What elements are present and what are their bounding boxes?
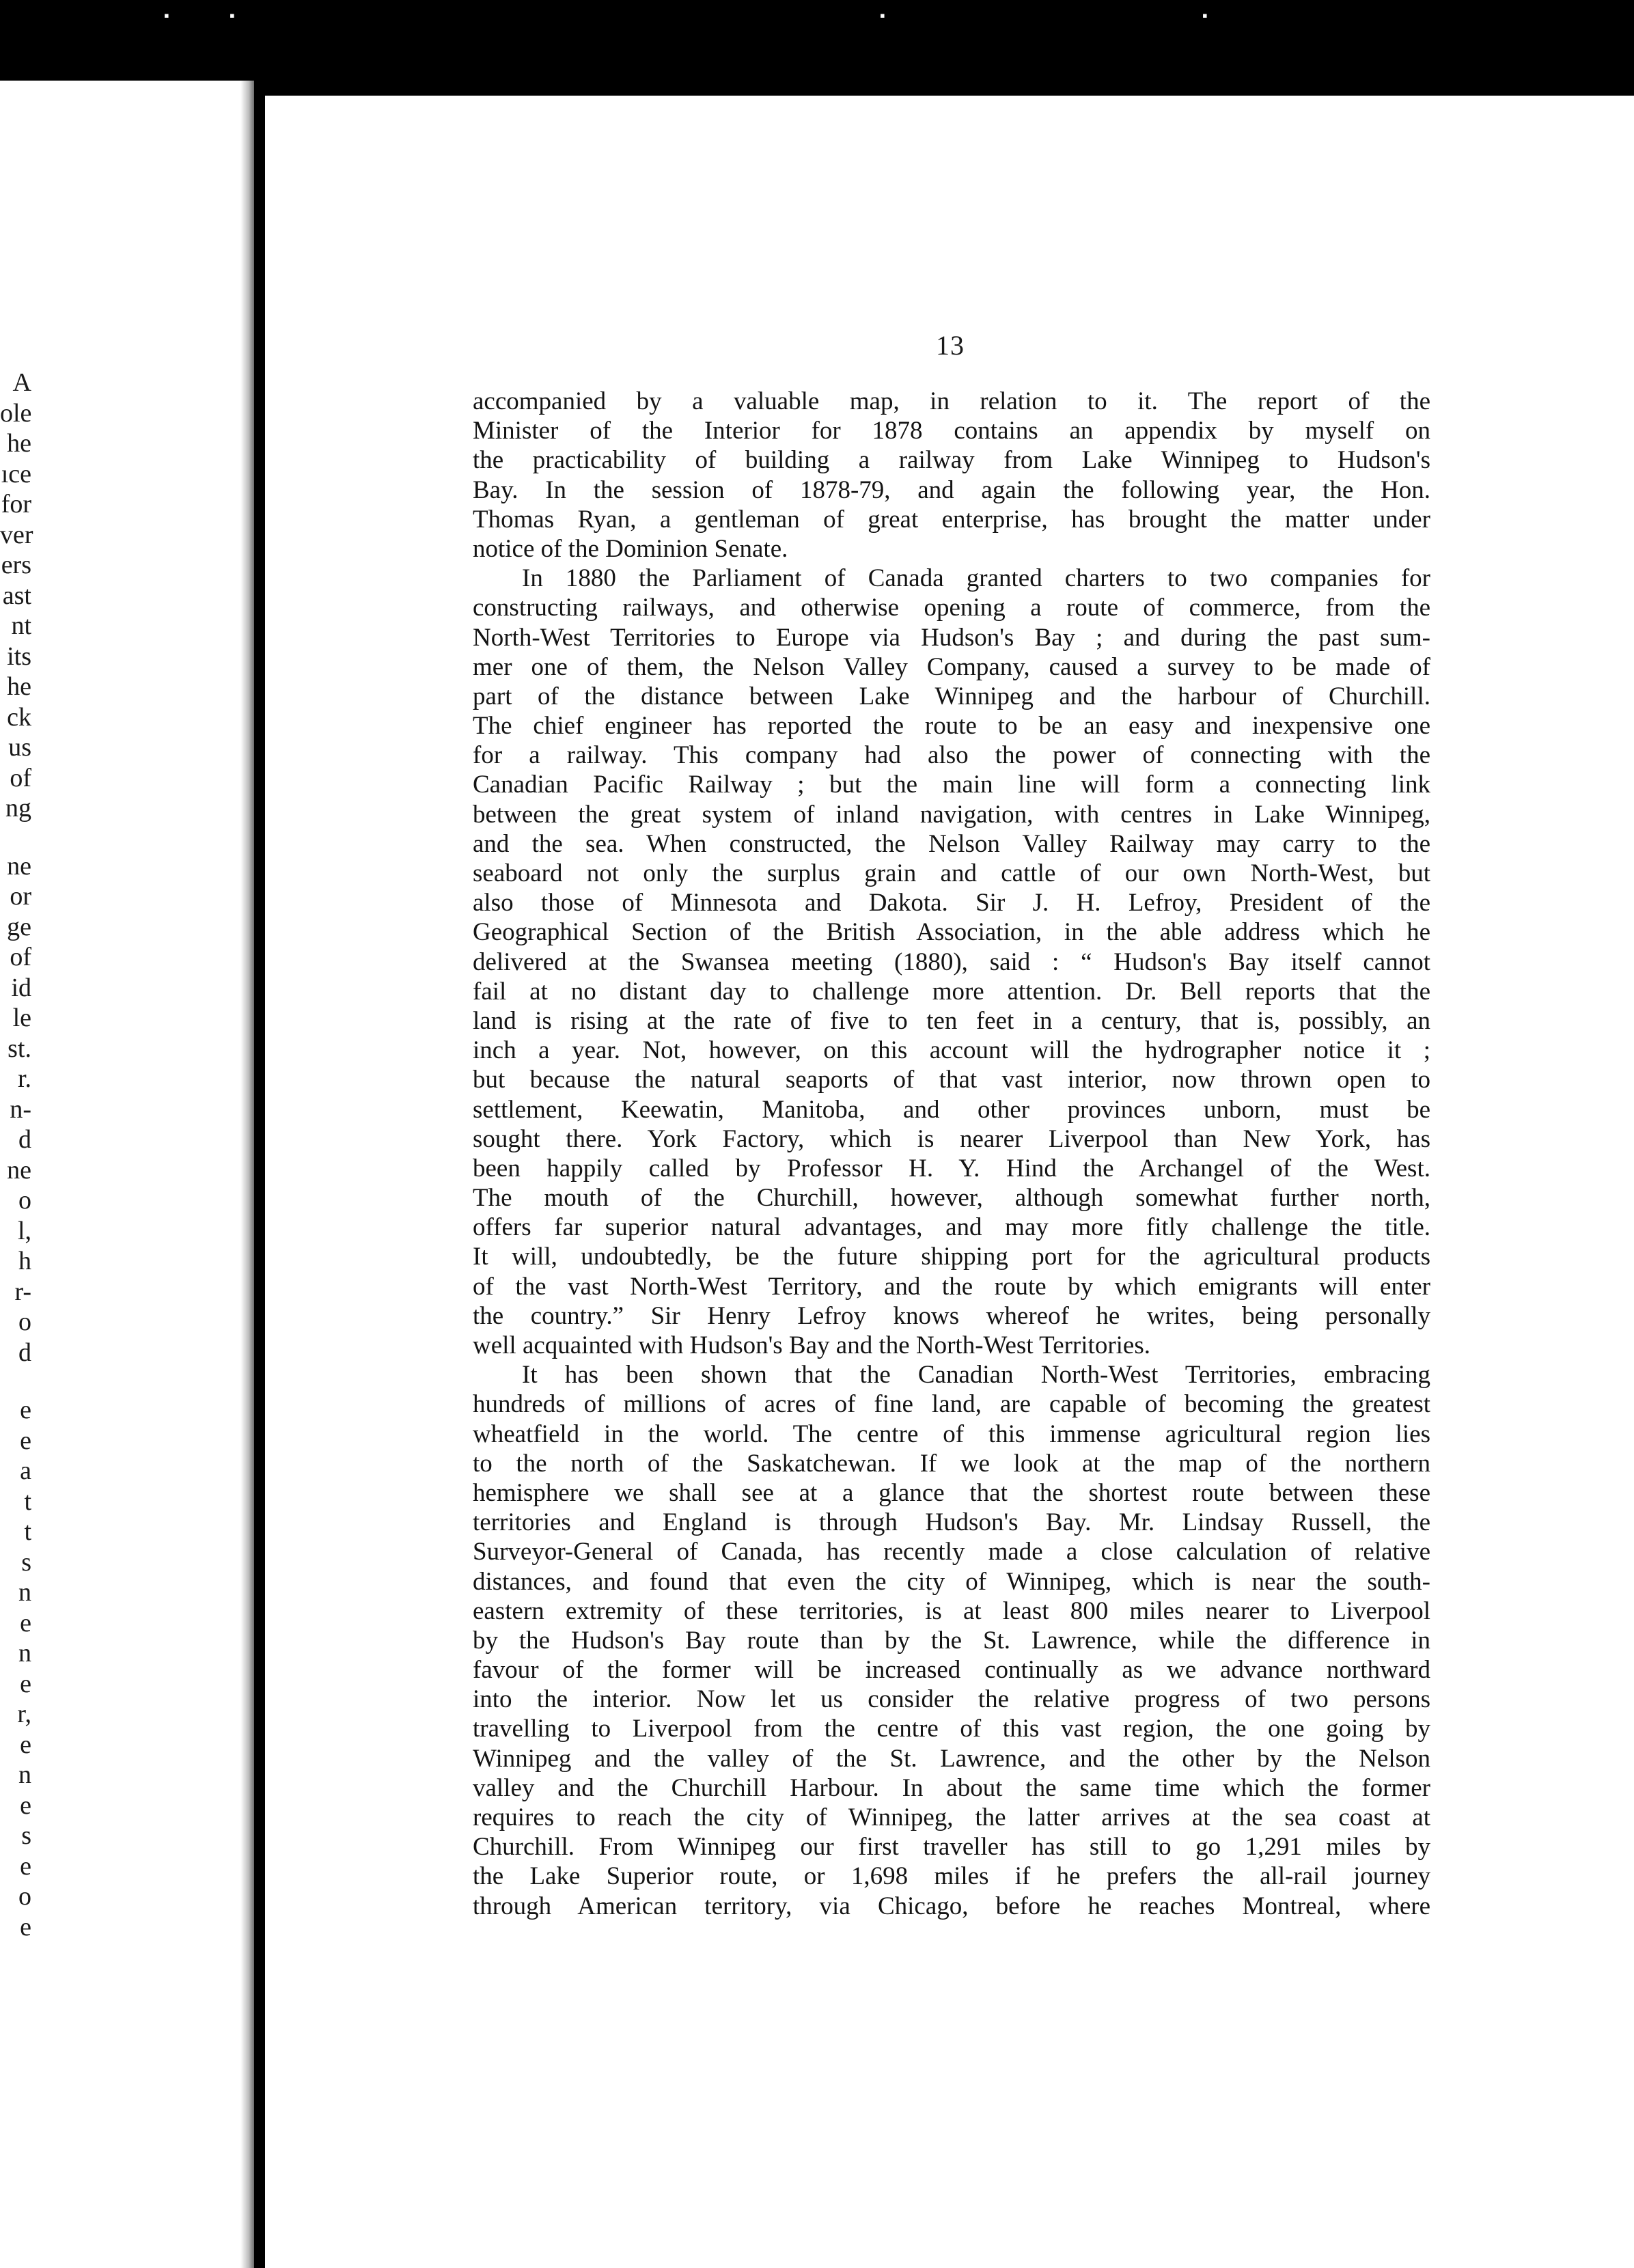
line-fragment: e bbox=[20, 1730, 31, 1759]
text-line: to the north of the Saskatchewan. If we look at the map of the northern bbox=[473, 1449, 1430, 1478]
text-line: distances, and found that even the city of Winnipeg, which is near the south- bbox=[473, 1567, 1430, 1596]
line-fragment: us bbox=[8, 733, 31, 762]
text-line: settlement, Keewatin, Manitoba, and other provinces unborn, must be bbox=[473, 1095, 1430, 1124]
paragraph-gap bbox=[0, 1368, 31, 1395]
line-fragment: ge bbox=[7, 912, 31, 941]
text-line: sought there. York Factory, which is nearer Liverpool than New York, has bbox=[473, 1124, 1430, 1153]
line-fragment: ne bbox=[7, 851, 31, 881]
scan-mark: ▪ bbox=[164, 7, 169, 24]
line-fragment: ers bbox=[1, 551, 31, 579]
text-line: eastern extremity of these territories, is at least 800 miles nearer to Liverpool bbox=[473, 1596, 1430, 1625]
line-fragment: n bbox=[18, 1578, 31, 1607]
scan-mark: ▪ bbox=[230, 7, 235, 24]
text-line: also those of Minnesota and Dakota. Sir J. H. Lefroy, President of the bbox=[473, 889, 1430, 917]
text-line: been happily called by Professor H. Y. Hind the Archangel of the West. bbox=[473, 1154, 1430, 1183]
line-fragment: o bbox=[18, 1308, 31, 1336]
paragraph-gap bbox=[0, 824, 31, 851]
line-fragment: e bbox=[20, 1851, 31, 1881]
text-line: mer one of them, the Nelson Valley Company, caused a survey to be made of bbox=[473, 652, 1430, 681]
text-line: travelling to Liverpool from the centre of this vast region, the one going by bbox=[473, 1715, 1430, 1743]
text-line: In 1880 the Parliament of Canada granted charters to two companies for bbox=[522, 564, 1430, 593]
line-fragment: st. bbox=[8, 1034, 31, 1063]
line-fragment: ng bbox=[5, 794, 31, 822]
line-fragment: or bbox=[10, 882, 31, 911]
line-fragment: s bbox=[21, 1821, 31, 1850]
text-line: well acquainted with Hudson's Bay and the North-West Territories. bbox=[473, 1331, 1150, 1359]
text-line: but because the natural seaports of that vast interior, now thrown open to bbox=[473, 1066, 1430, 1094]
text-line: hundreds of millions of acres of fine land, are capable of becoming the greatest bbox=[473, 1390, 1430, 1419]
line-fragment: l, bbox=[17, 1216, 31, 1245]
line-fragment: A bbox=[12, 368, 31, 397]
text-line: It has been shown that the Canadian North-West Territories, embracing bbox=[522, 1361, 1430, 1389]
line-fragment: n bbox=[18, 1639, 31, 1668]
text-line: favour of the former will be increased continually as we advance northward bbox=[473, 1656, 1430, 1685]
text-line: Churchill. From Winnipeg our first traveller has still to go 1,291 miles by bbox=[473, 1833, 1430, 1862]
line-fragment: he bbox=[7, 429, 31, 458]
page-body-text bbox=[473, 387, 1430, 1921]
text-line: land is rising at the rate of five to ten feet in a century, that is, possibly, an bbox=[473, 1006, 1430, 1035]
line-fragment: ne bbox=[7, 1155, 31, 1185]
line-fragment: e bbox=[20, 1912, 31, 1941]
line-fragment: its bbox=[7, 641, 31, 671]
line-fragment: e bbox=[20, 1790, 31, 1820]
line-fragment: h bbox=[18, 1247, 31, 1275]
line-fragment: e bbox=[20, 1669, 31, 1698]
text-line: fail at no distant day to challenge more attention. Dr. Bell reports that the bbox=[473, 977, 1430, 1006]
text-line: wheatfield in the world. The centre of this immense agricultural region lies bbox=[473, 1420, 1430, 1448]
line-fragment: e bbox=[20, 1426, 31, 1455]
line-fragment: ver bbox=[0, 520, 33, 549]
text-line: Geographical Section of the British Association, in the able address which he bbox=[473, 918, 1430, 947]
line-fragment: d bbox=[18, 1125, 31, 1154]
line-fragment: id bbox=[11, 973, 31, 1002]
line-fragment: t bbox=[24, 1517, 31, 1546]
text-line: delivered at the Swansea meeting (1880), said : “ Hudson's Bay itself cannot bbox=[473, 948, 1430, 976]
text-line: and the sea. When constructed, the Nelson Valley Railway may carry to the bbox=[473, 829, 1430, 858]
text-line: the practicability of building a railway from Lake Winnipeg to Hudson's bbox=[473, 446, 1430, 475]
line-fragment: n- bbox=[10, 1094, 31, 1124]
line-fragment: nt bbox=[11, 611, 31, 640]
text-line: of the vast North-West Territory, and the route by which emigrants will enter bbox=[473, 1272, 1430, 1301]
text-line: through American territory, via Chicago, before he reaches Montreal, where bbox=[473, 1892, 1430, 1920]
text-line: seaboard not only the surplus grain and cattle of our own North-West, but bbox=[473, 859, 1430, 887]
line-fragment: ıce bbox=[1, 459, 31, 488]
text-line: notice of the Dominion Senate. bbox=[473, 534, 788, 563]
line-fragment: le bbox=[12, 1004, 31, 1032]
text-line: constructing railways, and otherwise opening a route of commerce, from the bbox=[473, 594, 1430, 622]
text-line: Canadian Pacific Railway ; but the main line will form a connecting link bbox=[473, 771, 1430, 799]
text-line: territories and England is through Hudson's Bay. Mr. Lindsay Russell, the bbox=[473, 1508, 1430, 1537]
line-fragment: o bbox=[18, 1882, 31, 1911]
text-line: Surveyor-General of Canada, has recently made a close calculation of relative bbox=[473, 1538, 1430, 1566]
text-line: North-West Territories to Europe via Hudson's Bay ; and during the past sum- bbox=[473, 623, 1430, 652]
text-line: The mouth of the Churchill, however, although somewhat further north, bbox=[473, 1184, 1430, 1213]
text-line: Bay. In the session of 1878-79, and again the following year, the Hon. bbox=[473, 475, 1430, 504]
line-fragment: ast bbox=[2, 581, 31, 610]
scan-mark: ▪ bbox=[880, 7, 885, 24]
text-line: for a railway. This company had also the power of connecting with the bbox=[473, 741, 1430, 770]
text-line: by the Hudson's Bay route than by the St. Lawrence, while the difference in bbox=[473, 1626, 1430, 1655]
line-fragment: a bbox=[20, 1456, 31, 1485]
line-fragment: e bbox=[20, 1608, 31, 1637]
line-fragment: r, bbox=[17, 1700, 31, 1728]
line-fragment: of bbox=[10, 943, 31, 971]
line-fragment: he bbox=[7, 672, 31, 701]
text-line: accompanied by a valuable map, in relation to it. The report of the bbox=[473, 387, 1430, 415]
book-gutter bbox=[240, 81, 254, 2268]
previous-page-line-endings bbox=[0, 368, 31, 1942]
text-line: Minister of the Interior for 1878 contains an appendix by myself on bbox=[473, 417, 1430, 445]
line-fragment: r. bbox=[17, 1064, 31, 1093]
line-fragment: d bbox=[18, 1338, 31, 1367]
text-line: valley and the Churchill Harbour. In about the same time which the former bbox=[473, 1773, 1430, 1802]
scan-mark: ▪ bbox=[1202, 7, 1208, 24]
text-line: hemisphere we shall see at a glance that the shortest route between these bbox=[473, 1478, 1430, 1507]
text-line: inch a year. Not, however, on this account will the hydrographer notice it ; bbox=[473, 1036, 1430, 1065]
text-line: It will, undoubtedly, be the future shipping port for the agricultural products bbox=[473, 1243, 1430, 1271]
previous-page-sliver bbox=[0, 81, 254, 2268]
text-line: between the great system of inland navigation, with centres in Lake Winnipeg, bbox=[473, 800, 1430, 829]
line-fragment: for bbox=[1, 490, 31, 518]
scan-edge-marks bbox=[0, 7, 1634, 27]
text-line: into the interior. Now let us consider the relative progress of two persons bbox=[473, 1685, 1430, 1714]
line-fragment: e bbox=[20, 1396, 31, 1424]
text-line: Winnipeg and the valley of the St. Lawrence, and the other by the Nelson bbox=[473, 1744, 1430, 1773]
line-fragment: r- bbox=[14, 1277, 31, 1306]
text-line: the country.” Sir Henry Lefroy knows whereof he writes, being personally bbox=[473, 1301, 1430, 1330]
text-line: the Lake Superior route, or 1,698 miles if he prefers the all-rail journey bbox=[473, 1862, 1430, 1891]
text-line: offers far superior natural advantages, and may more fitly challenge the title. bbox=[473, 1213, 1430, 1242]
line-fragment: t bbox=[24, 1486, 31, 1516]
line-fragment: ole bbox=[0, 398, 32, 428]
line-fragment: s bbox=[21, 1547, 31, 1577]
line-fragment: ck bbox=[7, 702, 31, 732]
text-line: part of the distance between Lake Winnipeg and the harbour of Churchill. bbox=[473, 682, 1430, 710]
line-fragment: o bbox=[18, 1186, 31, 1215]
line-fragment: n bbox=[18, 1760, 31, 1789]
line-fragment: of bbox=[10, 763, 31, 792]
text-line: requires to reach the city of Winnipeg, the latter arrives at the sea coast at bbox=[473, 1803, 1430, 1831]
page-number: 13 bbox=[936, 330, 965, 361]
text-line: The chief engineer has reported the route to be an easy and inexpensive one bbox=[473, 712, 1430, 741]
text-line: Thomas Ryan, a gentleman of great enterprise, has brought the matter under bbox=[473, 505, 1430, 534]
